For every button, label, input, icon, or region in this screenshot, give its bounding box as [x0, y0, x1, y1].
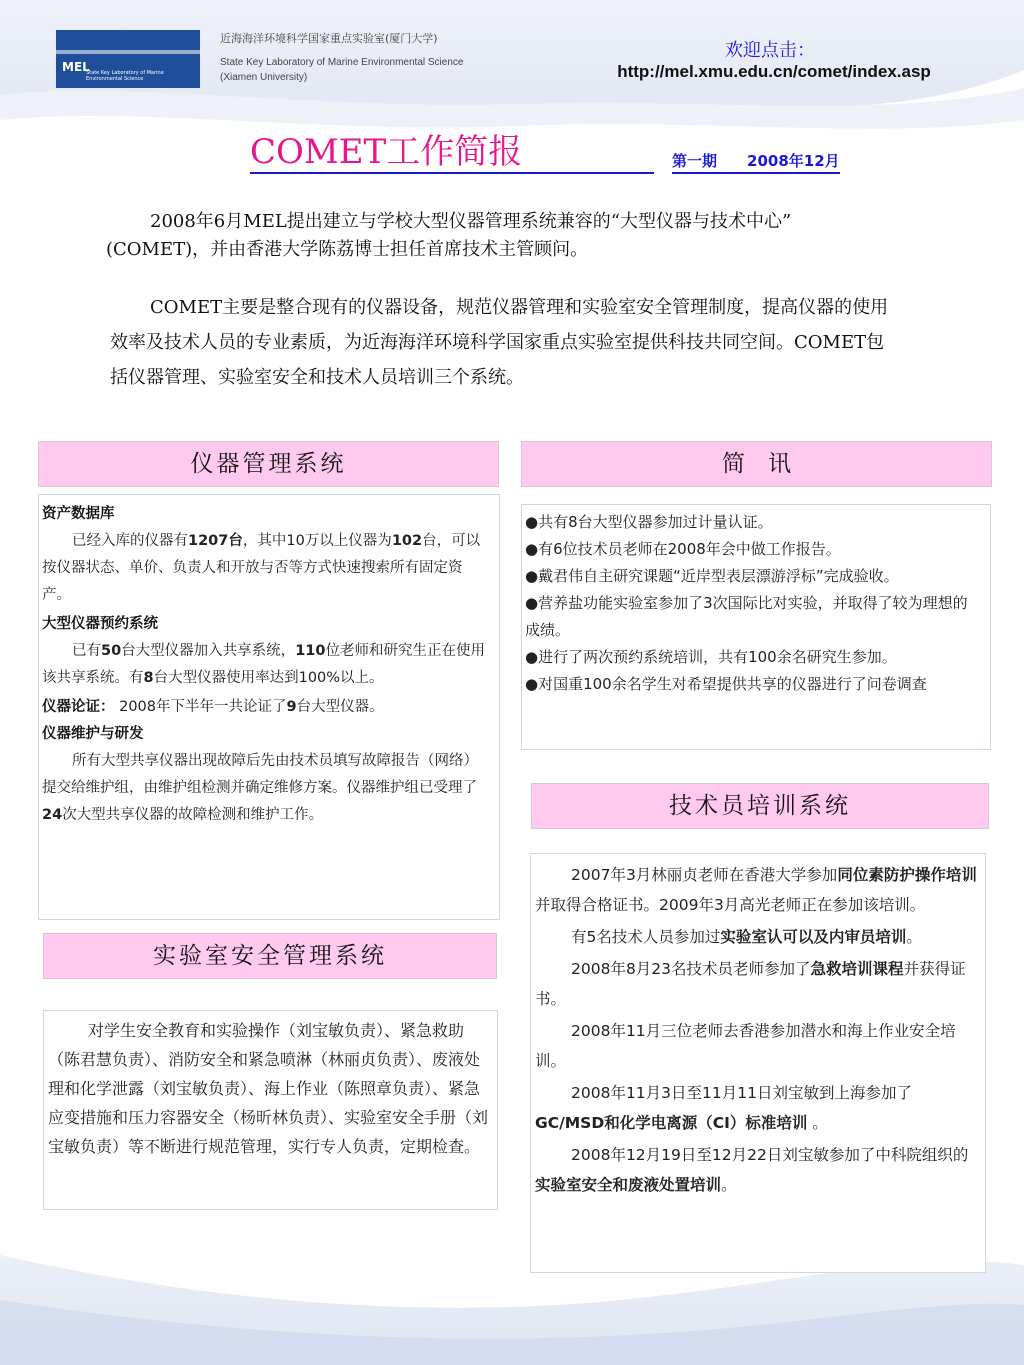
asset-database-text: 已经入库的仪器有1207台，其中10万以上仪器为102台，可以按仪器状态、单价、负责人和开放与否等方式快速搜索所有固定资产。 — [42, 533, 481, 603]
maintenance-title: 仪器维护与研发 — [42, 726, 144, 742]
issue-info — [672, 150, 840, 174]
news-item: ●对国重100余名学生对希望提供共享的仪器进行了问卷调查 — [525, 675, 927, 693]
news-item: ●有6位技术员老师在2008年会中做工作报告。 — [525, 540, 841, 558]
training-item-2: 有5名技术人员参加过实验室认可以及内审员培训。 — [571, 928, 922, 946]
maintenance-text: 所有大型共享仪器出现故障后先由技术员填写故障报告（网络）提交给维护组，由维护组检测并确定维修方案。仪器维护组已受理了24次大型共享仪器的故障检测和维护工作。 — [42, 753, 478, 823]
training-item-3: 2008年8月23名技术员老师参加了急救培训课程并获得证书。 — [535, 960, 966, 1008]
safety-section-body — [43, 1010, 498, 1210]
news-item: ●营养盐功能实验室参加了3次国际比对实验，并取得了较为理想的成绩。 — [525, 594, 968, 639]
intro-paragraph-2: COMET主要是整合现有的仪器设备，规范仪器管理和实验室安全管理制度，提高仪器的使用效率及技术人员的专业素质，为近海海洋环境科学国家重点实验室提供科技共同空间。COMET包括仪器管理、实验室安全和技术人员培训三个系统。 — [110, 297, 889, 388]
logo-stripe — [56, 50, 200, 54]
booking-system-text: 已有50台大型仪器加入共享系统，110位老师和研究生正在使用该共享系统。有8台大型仪器使用率达到100%以上。 — [42, 643, 485, 686]
instrument-demonstration: 仪器论证： 2008年下半年一共论证了9台大型仪器。 — [42, 699, 384, 715]
news-section-body — [521, 504, 991, 750]
lab-name-en: State Key Laboratory of Marine Environmental Science — [220, 57, 464, 68]
training-item-1: 2007年3月林丽贞老师在香港大学参加同位素防护操作培训并取得合格证书。2009年3月高光老师正在参加该培训。 — [535, 866, 977, 914]
training-section-heading: 技术员培训系统 — [531, 783, 989, 829]
safety-section-heading: 实验室安全管理系统 — [43, 933, 497, 979]
booking-system-title: 大型仪器预约系统 — [42, 616, 158, 632]
news-item: ●进行了两次预约系统培训，共有100余名研究生参加。 — [525, 648, 897, 666]
safety-text: 对学生安全教育和实验操作（刘宝敏负责）、紧急救助（陈君慧负责）、消防安全和紧急喷淋（林丽贞负责）、废液处理和化学泄露（刘宝敏负责）、海上作业（陈照章负责）、紧急应变措施和压力容器安全（杨昕林负责）、实验室安全手册（刘宝敏负责）等不断进行规范管理，实行专人负责，定期检查。 — [48, 1021, 489, 1156]
news-section-heading: 简 讯 — [521, 441, 992, 487]
intro-paragraph-1: 2008年6月MEL提出建立与学校大型仪器管理系统兼容的“大型仪器与技术中心” (COMET)，并由香港大学陈荔博士担任首席技术主管顾问。 — [106, 211, 792, 260]
mel-logo — [56, 30, 200, 88]
page-title-text: COMET工作简报 — [250, 132, 523, 172]
lab-name-en-university: (Xiamen University) — [220, 72, 308, 83]
lab-name-cn: 近海海洋环境科学国家重点实验室(厦门大学) — [220, 32, 438, 45]
instrument-section-body — [38, 494, 500, 920]
logo-small-text: State Key Laboratory of Marine Environmental Science — [86, 70, 164, 82]
issue-number: 第一期 — [672, 152, 718, 170]
training-item-4: 2008年11月三位老师去香港参加潜水和海上作业安全培训。 — [535, 1022, 956, 1070]
training-section-body — [530, 853, 986, 1273]
news-item: ●共有8台大型仪器参加过计量认证。 — [525, 513, 773, 531]
training-item-5: 2008年11月3日至11月11日刘宝敏到上海参加了GC/MSD和化学电离源（CI）标准培训 。 — [535, 1084, 912, 1132]
page-title — [250, 132, 654, 174]
comet-url-link[interactable]: http://mel.xmu.edu.cn/comet/index.asp — [617, 62, 931, 81]
instrument-section-heading: 仪器管理系统 — [38, 441, 499, 487]
issue-date: 2008年12月 — [747, 152, 840, 170]
logo-text: MEL — [62, 60, 90, 74]
asset-database-title: 资产数据库 — [42, 506, 115, 522]
training-item-6: 2008年12月19日至12月22日刘宝敏参加了中科院组织的实验室安全和废液处置培训。 — [535, 1146, 969, 1194]
welcome-text: 欢迎点击： — [725, 40, 815, 61]
news-item: ●戴君伟自主研究课题“近岸型表层漂游浮标”完成验收。 — [525, 567, 899, 585]
